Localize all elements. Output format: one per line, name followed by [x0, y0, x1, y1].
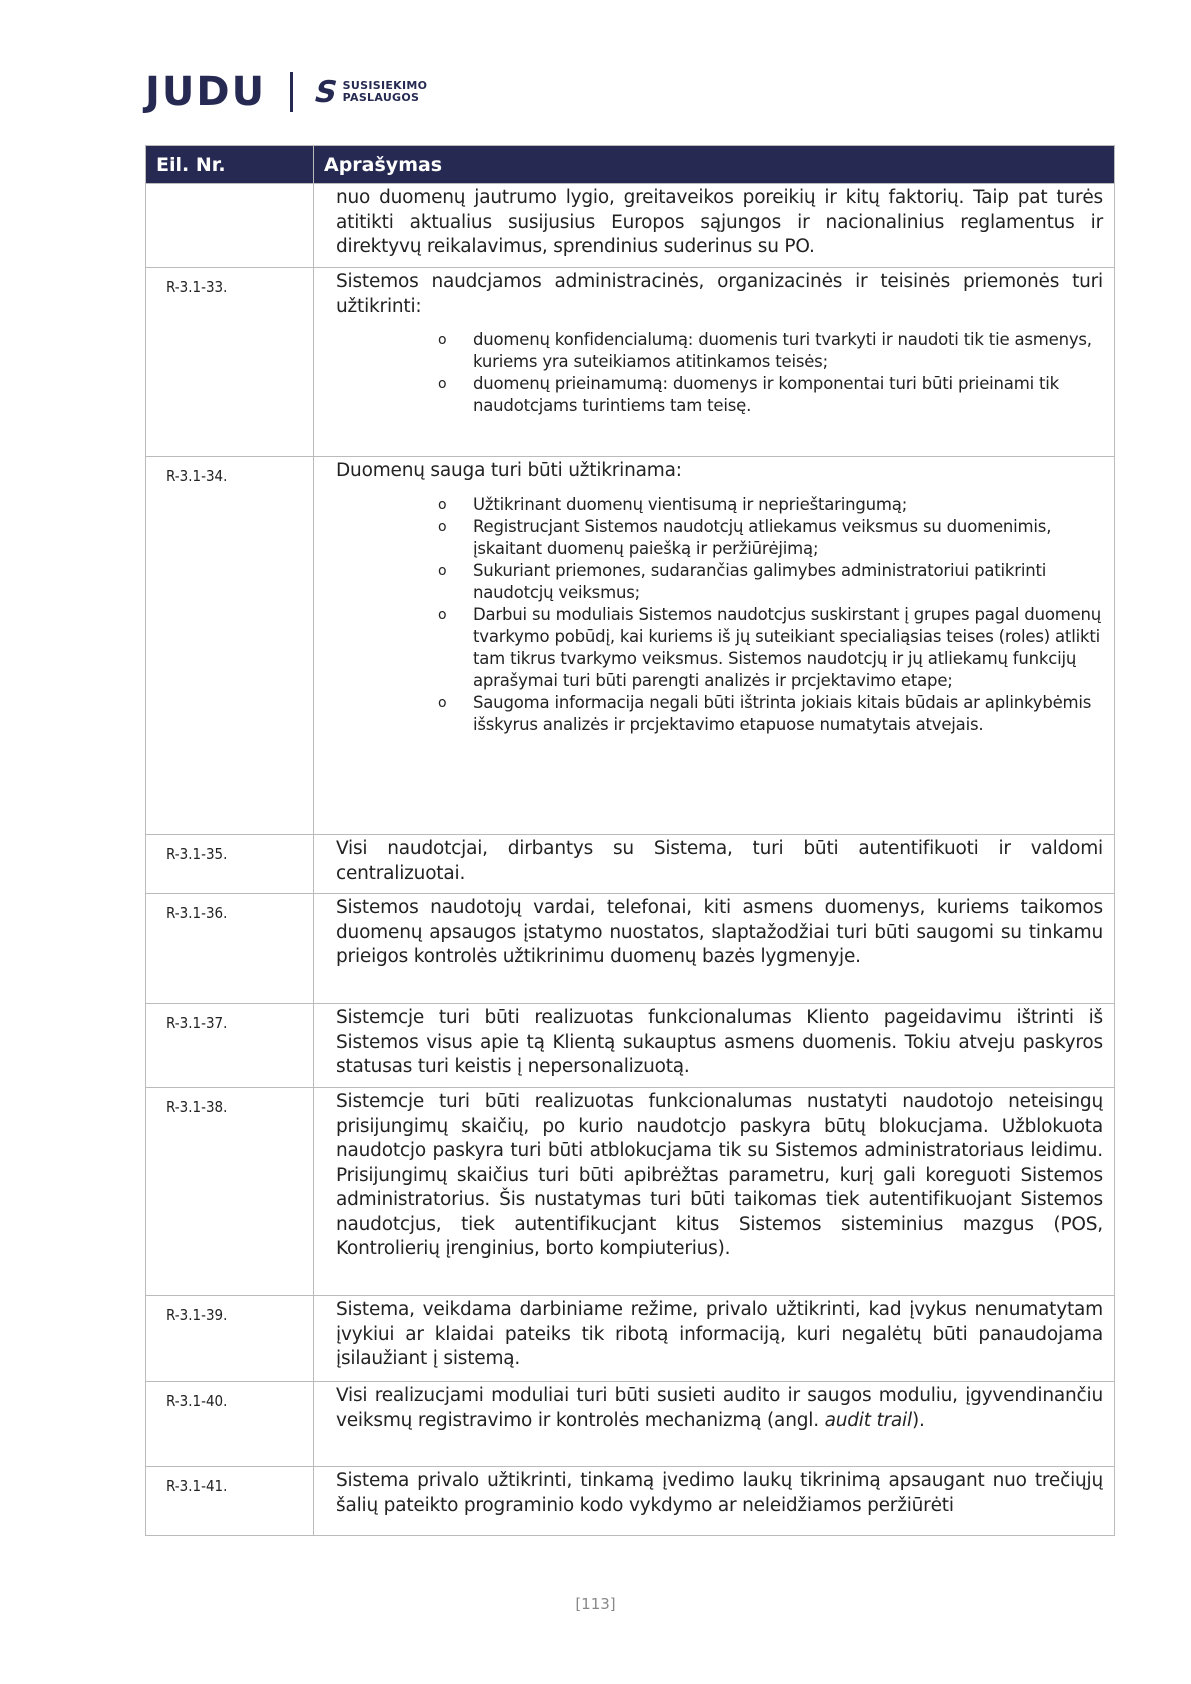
logo-divider — [290, 72, 293, 112]
row-number: R-3.1-36. — [146, 894, 314, 1004]
column-header-description: Aprašymas — [314, 146, 1115, 184]
list-item — [438, 329, 1103, 373]
row-number: R-3.1-33. — [146, 268, 314, 457]
list-item-text: Užtikrinant duomenų vientisumą ir neprieštaringumą; — [473, 494, 908, 514]
list-item-text: Darbui su moduliais Sistemos naudotcjus suskirstant į grupes pagal duomenų tvarkymo pobūdį, kai kuriems iš jų suteikiant specialiąsias teises (roles) atlikti tam tikrus tvarkymo veiksmus. Sistemos naudotcjų ir jų atliekamų funkcijų aprašymai turi būti parengti analizės ir prcjektavimo etape; — [473, 604, 1102, 690]
row-number: R-3.1-41. — [146, 1467, 314, 1536]
description-text — [336, 1469, 1103, 1518]
list-item-text: duomenų konfidencialumą: duomenis turi tvarkyti ir naudoti tik tie asmenys, kuriems yra suteikiamos atitinkamos teisės; — [473, 330, 1092, 371]
bullet-icon: o — [438, 332, 447, 348]
list-item-text: Saugoma informacija negali būti ištrinta jokiais kitais būdais ar aplinkybėmis išskyrus analizės ir prcjektavimo etapuose numatytais atvejais. — [473, 692, 1092, 734]
description-text — [336, 1384, 1103, 1433]
susisiekimo-paslaugos-logo — [310, 74, 428, 110]
row-description — [314, 1004, 1115, 1088]
description-main: Sistemcje turi būti realizuotas funkcionalumas Kliento pageidavimu ištrinti iš Sistemos visus apie tą Klientą sukauptus asmens duomenis. Tokiu atveju paskyros statusas turi keistis į nepersonalizuotą. — [336, 1007, 1103, 1077]
table-row — [146, 1467, 1115, 1536]
row-description — [314, 457, 1115, 835]
list-item — [438, 692, 1103, 736]
description-main: Duomenų sauga turi būti užtikrinama: — [336, 460, 682, 481]
description-main: Sistema, veikdama darbiniame režime, privalo užtikrinti, kad įvykus nenumatytam įvykiui ar klaidai pateiks tik ribotą informaciją, kuri negalėtų būti panaudojama įsilaužiant į sistemą. — [336, 1299, 1103, 1369]
ss-logo-icon: S — [310, 74, 342, 110]
row-number: R-3.1-35. — [146, 835, 314, 894]
table-row — [146, 894, 1115, 1004]
table-row — [146, 1088, 1115, 1296]
description-main: Sistemos naudcjamos administracinės, organizacinės ir teisinės priemonės turi užtikrinti: — [336, 271, 1103, 317]
logo-text-1: SUSISIEKIMO — [342, 79, 428, 92]
column-header-number: Eil. Nr. — [146, 146, 314, 184]
description-main: Sistema privalo užtikrinti, tinkamą įvedimo laukų tikrinimą apsaugant nuo trečiųjų šalių pateikto programinio kodo vykdymo ar neleidžiamos peržiūrėti — [336, 1470, 1103, 1516]
bullet-icon: o — [438, 694, 447, 711]
list-item — [438, 373, 1103, 417]
description-text — [336, 459, 1103, 484]
description-italic: audit trail — [824, 1409, 912, 1431]
description-text — [336, 186, 1103, 260]
row-number: R-3.1-38. — [146, 1088, 314, 1296]
table-row — [146, 268, 1115, 457]
page-number: [113] — [575, 1595, 616, 1613]
row-number: R-3.1-40. — [146, 1382, 314, 1467]
row-description — [314, 894, 1115, 1004]
row-number: R-3.1-39. — [146, 1296, 314, 1382]
description-main: Sistemcje turi būti realizuotas funkcionalumas nustatyti naudotojo neteisingų prisijungimų skaičių, po kurio naudotcjo paskyra būtų blokucjama. Užblokuota naudotcjo paskyra turi būti atblokucjama tik su Sistemos administratoriaus leidimu. Prisijungimų skaičius turi būti apibrėžtas parametru, kurį gali koreguoti Sistemos administratorius. Šis nustatymas turi būti taikomas tiek autentifikuojant Sistemos naudotcjus, tiek autentifikucjant kitus Sistemos sisteminius mazgus (POS, Kontrolierių įrenginius, borto kompiuterius). — [336, 1091, 1103, 1259]
bullet-list — [336, 494, 1103, 736]
description-main: Visi realizucjami moduliai turi būti susieti audito ir saugos moduliu, įgyvendinančiu veiksmų registravimo ir kontrolės mechanizmą (angl. — [336, 1385, 1103, 1431]
table-row — [146, 1296, 1115, 1382]
list-item-text: Registrucjant Sistemos naudotcjų atliekamus veiksmus su duomenimis, įskaitant duomenų paiešką ir peržiūrėjimą; — [473, 516, 1052, 558]
description-main: nuo duomenų jautrumo lygio, greitaveikos poreikių ir kitų faktorių. Taip pat turės atitikti aktualius susijusius Europos sąjungos ir nacionalinius reglamentus ir direktyvų reikalavimus, sprendinius suderinus su PO. — [336, 187, 1103, 257]
bullet-list — [336, 329, 1103, 417]
list-item — [438, 604, 1103, 692]
row-description — [314, 1382, 1115, 1467]
bullet-icon: o — [438, 518, 447, 535]
list-item-text: Sukuriant priemones, sudarančias galimybes administratoriui patikrinti naudotcjų veiksmus; — [473, 560, 1047, 602]
list-item — [438, 516, 1103, 560]
row-description — [314, 184, 1115, 268]
description-main: Visi naudotcjai, dirbantys su Sistema, turi būti autentifikuoti ir valdomi centralizuotai. — [336, 838, 1103, 884]
bullet-icon: o — [438, 606, 447, 623]
bullet-icon: o — [438, 376, 447, 392]
bullet-icon: o — [438, 562, 447, 579]
description-text — [336, 896, 1103, 970]
row-description — [314, 835, 1115, 894]
row-number — [146, 184, 314, 268]
description-text — [336, 270, 1103, 319]
table-row — [146, 1382, 1115, 1467]
description-main: Sistemos naudotojų vardai, telefonai, kiti asmens duomenys, kuriems taikomos duomenų apsaugos įstatymo nuostatos, slaptažodžiai turi būti saugomi su tinkamu prieigos kontrolės užtikrinimu duomenų bazės lygmenyje. — [336, 897, 1103, 967]
description-after: ). — [911, 1409, 925, 1431]
logo-text-2: PASLAUGOS — [342, 91, 420, 104]
description-text — [336, 1298, 1103, 1372]
description-text — [336, 1006, 1103, 1080]
table-row — [146, 184, 1115, 268]
judu-logo: JUDU — [145, 69, 267, 115]
list-item-text: duomenų prieinamumą: duomenys ir komponentai turi būti prieinami tik naudotcjams turintiems tam teisę. — [473, 374, 1060, 415]
row-description — [314, 1296, 1115, 1382]
bullet-icon: o — [438, 496, 447, 513]
row-number: R-3.1-34. — [146, 457, 314, 835]
table-row — [146, 835, 1115, 894]
description-text — [336, 1090, 1103, 1262]
list-item — [438, 494, 1103, 516]
description-text — [336, 837, 1103, 886]
table-row — [146, 457, 1115, 835]
list-item — [438, 560, 1103, 604]
table-row — [146, 1004, 1115, 1088]
row-description — [314, 1088, 1115, 1296]
row-number: R-3.1-37. — [146, 1004, 314, 1088]
requirements-table — [145, 145, 1115, 1536]
row-description — [314, 268, 1115, 457]
header-logos — [145, 68, 427, 116]
row-description — [314, 1467, 1115, 1536]
